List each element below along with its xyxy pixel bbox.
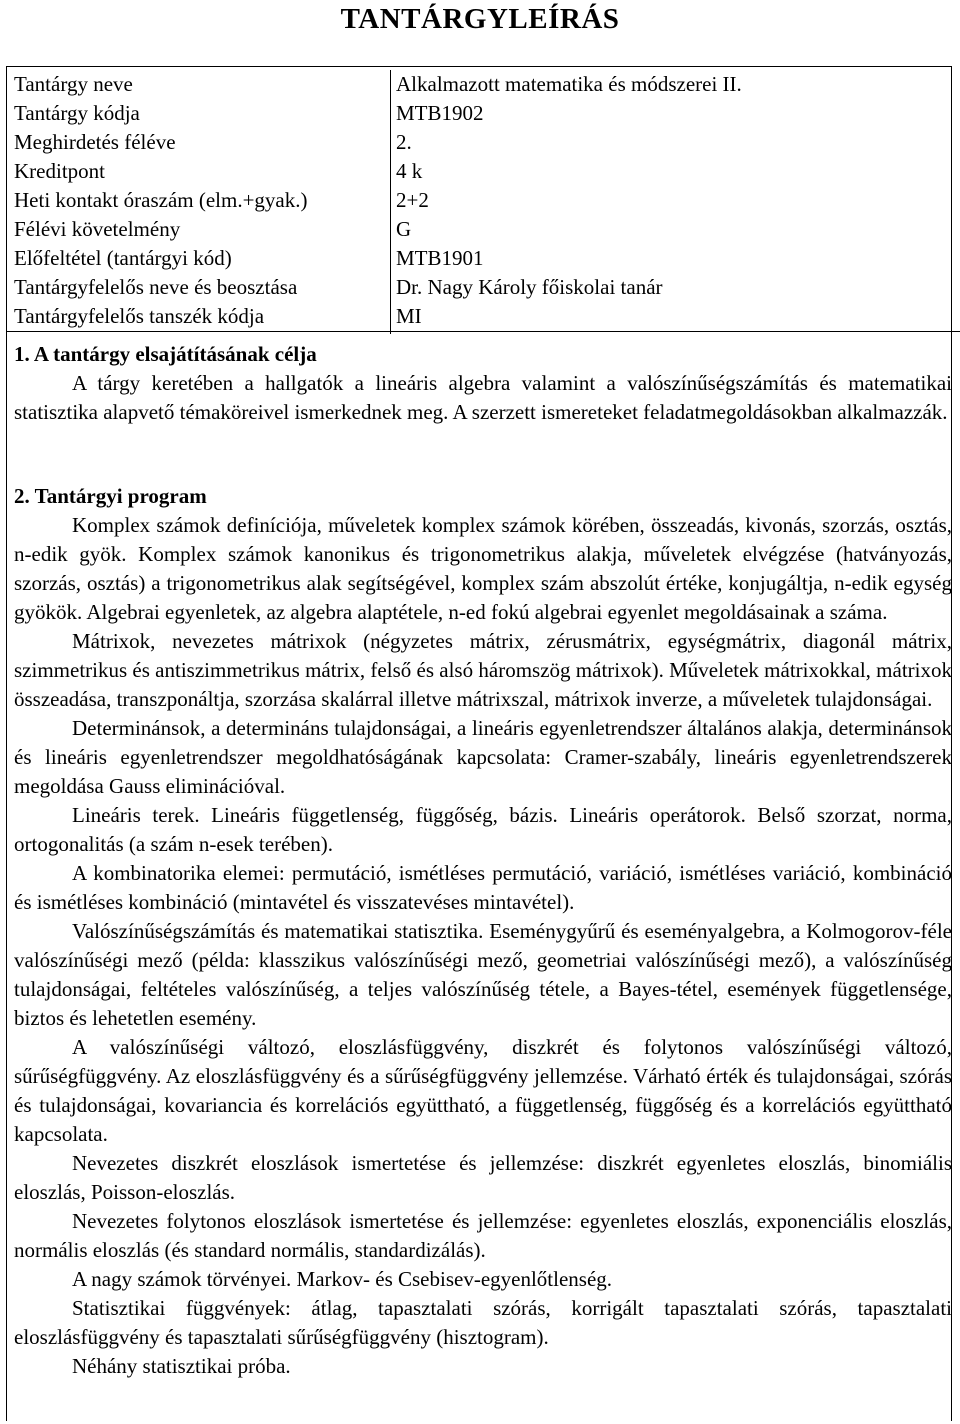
info-row-credits xyxy=(14,157,954,186)
info-value: Dr. Nagy Károly főiskolai tanár xyxy=(396,275,663,299)
info-row-course-code xyxy=(14,99,954,128)
section-heading: 2. Tantárgyi program xyxy=(14,484,207,508)
paragraph: Statisztikai függvények: átlag, tapasztalati szórás, korrigált tapasztalati szórás, tapasztalati eloszlásfüggvény és tapasztalati sűrűségfüggvény (hisztogram). xyxy=(14,1296,952,1349)
info-label: Tantárgyfelelős tanszék kódja xyxy=(14,304,265,328)
paragraph: Komplex számok definíciója, műveletek komplex számok körében, összeadás, kivonás, szorzás, osztás, n-edik gyök. Komplex számok kanonikus és trigonometrikus alakja, műveletek elvégzése (hatványozás, szorzás, osztás) a trigonometrikus alak segítségével, komplex szám abszolút értéke, konjugáltja, n-edik egység gyökök. Algebrai egyenletek, az algebra alaptétele, n-ed fokú algebrai egyenlet megoldásainak a száma. xyxy=(14,513,952,624)
info-value: MI xyxy=(396,304,422,328)
section-course-goal xyxy=(14,340,952,427)
paragraph: Valószínűségszámítás és matematikai statisztika. Eseménygyűrű és eseményalgebra, a Kolmogorov-féle valószínűségi mező (példa: klasszikus valószínűségi mező, geometriai valószínűségi mező), a valószínűség tulajdonságai, feltételes valószínűség, a teljes valószínűség tétele, a Bayes-tétel, események függetlensége, biztos és lehetetlen esemény. xyxy=(14,919,952,1030)
paragraph: A nagy számok törvényei. Markov- és Csebisev-egyenlőtlenség. xyxy=(72,1267,613,1291)
course-info-table xyxy=(14,70,954,332)
paragraph: A kombinatorika elemei: permutáció, ismétléses permutáció, variáció, ismétléses variáció, kombináció és ismétléses kombináció (mintavétel és visszatevéses mintavétel). xyxy=(14,861,952,914)
info-label: Tantárgy neve xyxy=(14,72,133,96)
document-title: TANTÁRGYLEÍRÁS xyxy=(340,3,620,35)
info-label: Félévi követelmény xyxy=(14,217,181,241)
info-row-contact-hours xyxy=(14,186,954,215)
info-label: Előfeltétel (tantárgyi kód) xyxy=(14,246,232,270)
paragraph: Determinánsok, a determináns tulajdonságai, a lineáris egyenletrendszer általános alakja, determinánsok és lineáris egyenletrendszer megoldhatóságának kapcsolata: Cramer-szabály, lineáris egyenletrendszerek megoldása Gauss eliminációval. xyxy=(14,716,952,798)
info-value: 2. xyxy=(396,130,412,154)
paragraph: Néhány statisztikai próba. xyxy=(72,1354,291,1378)
paragraph: Mátrixok, nevezetes mátrixok (négyzetes mátrix, zérusmátrix, egységmátrix, diagonál mátrix, szimmetrikus és antiszimmetrikus mátrix, felső és alsó háromszög mátrixok). Műveletek mátrixokkal, mátrixok összeadása, transzponáltja, szorzása skalárral illetve mátrixszal, mátrixok inverze, a műveletek tulajdonságai. xyxy=(14,629,952,711)
info-row-responsible xyxy=(14,273,954,302)
info-row-prerequisite xyxy=(14,244,954,273)
info-label: Tantárgyfelelős neve és beosztása xyxy=(14,275,298,299)
info-value: 2+2 xyxy=(396,188,429,212)
paragraph: A tárgy keretében a hallgatók a lineáris algebra valamint a valószínűségszámítás és matematikai statisztika alapvető témaköreivel ismerkednek meg. A szerzett ismereteket feladatmegoldásokban alkalmazzák. xyxy=(14,371,952,424)
info-value: G xyxy=(396,217,412,241)
paragraph: A valószínűségi változó, eloszlásfüggvény, diszkrét és folytonos valószínűségi változó, sűrűségfüggvény. Az eloszlásfüggvény és a sűrűségfüggvény jellemzése. Várható érték és tulajdonságai, szórás és tulajdonságai, kovariancia és korrelációs együttható, a függetlenség, függőség és a korrelációs együttható kapcsolata. xyxy=(14,1035,952,1146)
info-value: MTB1902 xyxy=(396,101,484,125)
paragraph: Lineáris terek. Lineáris függetlenség, függőség, bázis. Lineáris operátorok. Belső szorzat, norma, ortogonalitás (a szám n-esek terében). xyxy=(14,803,952,856)
info-label: Heti kontakt óraszám (elm.+gyak.) xyxy=(14,188,308,212)
info-label: Meghirdetés féléve xyxy=(14,130,176,154)
info-value: MTB1901 xyxy=(396,246,484,270)
info-row-requirement xyxy=(14,215,954,244)
info-row-course-name xyxy=(14,70,954,99)
paragraph: Nevezetes diszkrét eloszlások ismertetése és jellemzése: diszkrét egyenletes eloszlás, binomiális eloszlás, Poisson-eloszlás. xyxy=(14,1151,952,1204)
info-value: Alkalmazott matematika és módszerei II. xyxy=(396,72,742,96)
section-course-program xyxy=(14,482,952,1381)
info-value: 4 k xyxy=(396,159,423,183)
info-row-semester xyxy=(14,128,954,157)
info-row-department xyxy=(6,302,960,332)
paragraph: Nevezetes folytonos eloszlások ismertetése és jellemzése: egyenletes eloszlás, exponenciális eloszlás, normális eloszlás (és standard normális, standardizálás). xyxy=(14,1209,952,1262)
section-heading: 1. A tantárgy elsajátításának célja xyxy=(14,342,317,366)
info-label: Kreditpont xyxy=(14,159,105,183)
info-label: Tantárgy kódja xyxy=(14,101,140,125)
